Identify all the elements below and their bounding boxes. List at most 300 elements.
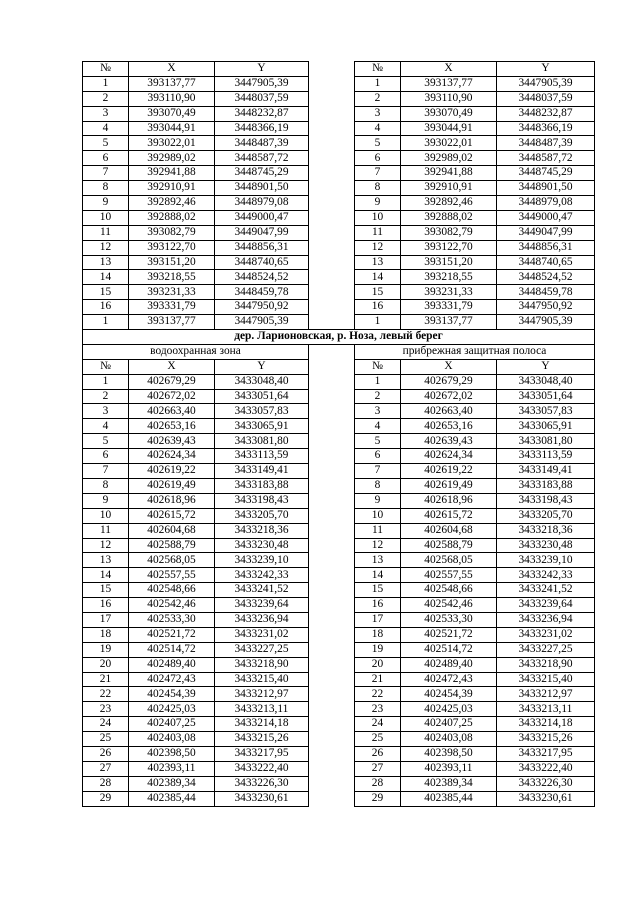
column-gap bbox=[309, 538, 355, 553]
x-value: 402663,40 bbox=[401, 404, 497, 419]
header-num: № bbox=[355, 62, 401, 77]
x-value: 393022,01 bbox=[401, 136, 497, 151]
point-number: 8 bbox=[83, 181, 129, 196]
x-value: 392941,88 bbox=[129, 166, 215, 181]
point-number: 7 bbox=[355, 464, 401, 479]
y-value: 3448979,08 bbox=[215, 196, 309, 211]
column-gap bbox=[309, 151, 355, 166]
column-gap bbox=[309, 434, 355, 449]
point-number: 3 bbox=[83, 404, 129, 419]
point-number: 4 bbox=[355, 419, 401, 434]
y-value: 3447905,39 bbox=[497, 76, 595, 91]
y-value: 3433226,30 bbox=[215, 776, 309, 791]
x-value: 402653,16 bbox=[401, 419, 497, 434]
x-value: 402672,02 bbox=[401, 389, 497, 404]
y-value: 3433227,25 bbox=[497, 642, 595, 657]
x-value: 402542,46 bbox=[129, 598, 215, 613]
x-value: 393331,79 bbox=[401, 300, 497, 315]
x-value: 392941,88 bbox=[401, 166, 497, 181]
y-value: 3447905,39 bbox=[497, 315, 595, 330]
x-value: 402403,08 bbox=[129, 732, 215, 747]
point-number: 24 bbox=[83, 717, 129, 732]
point-number: 6 bbox=[83, 449, 129, 464]
x-value: 393137,77 bbox=[129, 315, 215, 330]
x-value: 393044,91 bbox=[129, 121, 215, 136]
x-value: 402393,11 bbox=[129, 761, 215, 776]
point-number: 16 bbox=[83, 300, 129, 315]
point-number: 15 bbox=[355, 583, 401, 598]
point-number: 16 bbox=[355, 300, 401, 315]
x-value: 402619,49 bbox=[129, 478, 215, 493]
column-gap bbox=[309, 166, 355, 181]
table-row bbox=[83, 657, 595, 672]
column-gap bbox=[309, 568, 355, 583]
y-value: 3433065,91 bbox=[497, 419, 595, 434]
y-value: 3433065,91 bbox=[215, 419, 309, 434]
table-row bbox=[83, 76, 595, 91]
header-num: № bbox=[83, 62, 129, 77]
point-number: 1 bbox=[83, 315, 129, 330]
point-number: 21 bbox=[83, 672, 129, 687]
column-gap bbox=[309, 776, 355, 791]
x-value: 393122,70 bbox=[129, 240, 215, 255]
coastal-protection-strip-label: прибрежная защитная полоса bbox=[355, 344, 595, 359]
point-number: 15 bbox=[83, 285, 129, 300]
point-number: 18 bbox=[83, 627, 129, 642]
y-value: 3433217,95 bbox=[215, 746, 309, 761]
y-value: 3433051,64 bbox=[497, 389, 595, 404]
column-gap bbox=[309, 76, 355, 91]
column-gap bbox=[309, 464, 355, 479]
y-value: 3448740,65 bbox=[497, 255, 595, 270]
y-value: 3447905,39 bbox=[215, 76, 309, 91]
x-value: 393231,33 bbox=[129, 285, 215, 300]
section-title-row bbox=[83, 330, 595, 345]
y-value: 3433230,48 bbox=[215, 538, 309, 553]
x-value: 402542,46 bbox=[401, 598, 497, 613]
y-value: 3433218,36 bbox=[215, 523, 309, 538]
y-value: 3433113,59 bbox=[497, 449, 595, 464]
y-value: 3433149,41 bbox=[497, 464, 595, 479]
point-number: 1 bbox=[355, 76, 401, 91]
header-y: Y bbox=[497, 62, 595, 77]
y-value: 3448459,78 bbox=[497, 285, 595, 300]
y-value: 3433214,18 bbox=[215, 717, 309, 732]
y-value: 3433236,94 bbox=[497, 612, 595, 627]
table-row bbox=[83, 627, 595, 642]
x-value: 402672,02 bbox=[129, 389, 215, 404]
point-number: 20 bbox=[355, 657, 401, 672]
point-number: 9 bbox=[83, 493, 129, 508]
y-value: 3449000,47 bbox=[497, 210, 595, 225]
point-number: 13 bbox=[355, 255, 401, 270]
point-number: 26 bbox=[83, 746, 129, 761]
column-gap bbox=[309, 106, 355, 121]
x-value: 402618,96 bbox=[401, 493, 497, 508]
y-value: 3448459,78 bbox=[215, 285, 309, 300]
x-value: 402425,03 bbox=[401, 702, 497, 717]
point-number: 14 bbox=[83, 568, 129, 583]
y-value: 3448979,08 bbox=[497, 196, 595, 211]
y-value: 3433239,64 bbox=[497, 598, 595, 613]
y-value: 3448745,29 bbox=[215, 166, 309, 181]
table-row bbox=[83, 91, 595, 106]
point-number: 11 bbox=[355, 523, 401, 538]
x-value: 402663,40 bbox=[129, 404, 215, 419]
table-row bbox=[83, 240, 595, 255]
y-value: 3433242,33 bbox=[497, 568, 595, 583]
y-value: 3433239,10 bbox=[497, 553, 595, 568]
column-gap bbox=[309, 196, 355, 211]
point-number: 29 bbox=[83, 791, 129, 806]
header-x: X bbox=[401, 359, 497, 374]
y-value: 3433242,33 bbox=[215, 568, 309, 583]
table-row bbox=[83, 598, 595, 613]
column-gap bbox=[309, 419, 355, 434]
column-gap bbox=[309, 449, 355, 464]
x-value: 402385,44 bbox=[129, 791, 215, 806]
y-value: 3448587,72 bbox=[215, 151, 309, 166]
table-row bbox=[83, 732, 595, 747]
point-number: 19 bbox=[355, 642, 401, 657]
y-value: 3433212,97 bbox=[215, 687, 309, 702]
table-body bbox=[83, 62, 595, 807]
x-value: 393110,90 bbox=[129, 91, 215, 106]
point-number: 6 bbox=[355, 449, 401, 464]
table-row bbox=[83, 568, 595, 583]
column-gap bbox=[309, 553, 355, 568]
point-number: 22 bbox=[83, 687, 129, 702]
point-number: 6 bbox=[83, 151, 129, 166]
y-value: 3433213,11 bbox=[497, 702, 595, 717]
column-gap bbox=[309, 181, 355, 196]
point-number: 28 bbox=[83, 776, 129, 791]
point-number: 1 bbox=[83, 374, 129, 389]
column-gap bbox=[309, 583, 355, 598]
table-row bbox=[83, 702, 595, 717]
column-gap bbox=[309, 300, 355, 315]
y-value: 3448232,87 bbox=[497, 106, 595, 121]
table-row bbox=[83, 761, 595, 776]
x-value: 402679,29 bbox=[401, 374, 497, 389]
point-number: 27 bbox=[355, 761, 401, 776]
point-number: 29 bbox=[355, 791, 401, 806]
point-number: 25 bbox=[355, 732, 401, 747]
column-gap bbox=[309, 374, 355, 389]
y-value: 3448366,19 bbox=[497, 121, 595, 136]
column-gap bbox=[309, 642, 355, 657]
y-value: 3433215,26 bbox=[497, 732, 595, 747]
y-value: 3433057,83 bbox=[215, 404, 309, 419]
x-value: 402639,43 bbox=[401, 434, 497, 449]
point-number: 7 bbox=[83, 464, 129, 479]
y-value: 3433215,26 bbox=[215, 732, 309, 747]
x-value: 402389,34 bbox=[129, 776, 215, 791]
x-value: 392910,91 bbox=[401, 181, 497, 196]
column-gap bbox=[309, 315, 355, 330]
x-value: 402472,43 bbox=[129, 672, 215, 687]
x-value: 402533,30 bbox=[401, 612, 497, 627]
point-number: 3 bbox=[355, 404, 401, 419]
point-number: 15 bbox=[355, 285, 401, 300]
point-number: 22 bbox=[355, 687, 401, 702]
y-value: 3448745,29 bbox=[497, 166, 595, 181]
point-number: 13 bbox=[83, 255, 129, 270]
point-number: 19 bbox=[83, 642, 129, 657]
y-value: 3433218,36 bbox=[497, 523, 595, 538]
column-gap bbox=[309, 598, 355, 613]
column-gap bbox=[309, 717, 355, 732]
table-row bbox=[83, 285, 595, 300]
table-row bbox=[83, 255, 595, 270]
header-y: Y bbox=[215, 62, 309, 77]
table-row bbox=[83, 642, 595, 657]
x-value: 393137,77 bbox=[401, 76, 497, 91]
point-number: 12 bbox=[83, 240, 129, 255]
table-row bbox=[83, 538, 595, 553]
y-value: 3433226,30 bbox=[497, 776, 595, 791]
table-row bbox=[83, 196, 595, 211]
column-gap bbox=[309, 657, 355, 672]
column-gap bbox=[309, 672, 355, 687]
header-row bbox=[83, 359, 595, 374]
y-value: 3433212,97 bbox=[497, 687, 595, 702]
table-row bbox=[83, 300, 595, 315]
column-gap bbox=[309, 523, 355, 538]
x-value: 402615,72 bbox=[401, 508, 497, 523]
x-value: 393218,55 bbox=[129, 270, 215, 285]
y-value: 3433241,52 bbox=[215, 583, 309, 598]
point-number: 8 bbox=[83, 478, 129, 493]
table-row bbox=[83, 449, 595, 464]
point-number: 2 bbox=[83, 91, 129, 106]
header-row bbox=[83, 62, 595, 77]
x-value: 402389,34 bbox=[401, 776, 497, 791]
column-gap bbox=[309, 612, 355, 627]
y-value: 3433218,90 bbox=[215, 657, 309, 672]
x-value: 402393,11 bbox=[401, 761, 497, 776]
x-value: 402472,43 bbox=[401, 672, 497, 687]
point-number: 2 bbox=[355, 389, 401, 404]
y-value: 3433217,95 bbox=[497, 746, 595, 761]
x-value: 402568,05 bbox=[401, 553, 497, 568]
point-number: 4 bbox=[83, 419, 129, 434]
point-number: 18 bbox=[355, 627, 401, 642]
column-gap bbox=[309, 225, 355, 240]
x-value: 402679,29 bbox=[129, 374, 215, 389]
table-row bbox=[83, 746, 595, 761]
y-value: 3433149,41 bbox=[215, 464, 309, 479]
y-value: 3433222,40 bbox=[497, 761, 595, 776]
y-value: 3448487,39 bbox=[497, 136, 595, 151]
y-value: 3433230,61 bbox=[215, 791, 309, 806]
point-number: 7 bbox=[83, 166, 129, 181]
table-row bbox=[83, 166, 595, 181]
column-gap bbox=[309, 493, 355, 508]
y-value: 3449047,99 bbox=[215, 225, 309, 240]
x-value: 393137,77 bbox=[129, 76, 215, 91]
point-number: 13 bbox=[355, 553, 401, 568]
point-number: 3 bbox=[355, 106, 401, 121]
table-row bbox=[83, 583, 595, 598]
point-number: 23 bbox=[355, 702, 401, 717]
y-value: 3433230,48 bbox=[497, 538, 595, 553]
header-y: Y bbox=[215, 359, 309, 374]
point-number: 8 bbox=[355, 181, 401, 196]
x-value: 393122,70 bbox=[401, 240, 497, 255]
y-value: 3433081,80 bbox=[215, 434, 309, 449]
y-value: 3448037,59 bbox=[215, 91, 309, 106]
x-value: 402385,44 bbox=[401, 791, 497, 806]
point-number: 15 bbox=[83, 583, 129, 598]
point-number: 1 bbox=[355, 374, 401, 389]
y-value: 3448740,65 bbox=[215, 255, 309, 270]
x-value: 402557,55 bbox=[401, 568, 497, 583]
column-gap bbox=[309, 240, 355, 255]
y-value: 3433241,52 bbox=[497, 583, 595, 598]
point-number: 9 bbox=[355, 493, 401, 508]
table-row bbox=[83, 791, 595, 806]
table-row bbox=[83, 508, 595, 523]
y-value: 3448524,52 bbox=[215, 270, 309, 285]
point-number: 16 bbox=[355, 598, 401, 613]
table-row bbox=[83, 434, 595, 449]
x-value: 402489,40 bbox=[401, 657, 497, 672]
section-title: дер. Ларионовская, р. Ноза, левый берег bbox=[83, 330, 595, 345]
column-gap bbox=[309, 404, 355, 419]
column-gap bbox=[309, 359, 355, 374]
x-value: 392892,46 bbox=[129, 196, 215, 211]
point-number: 11 bbox=[83, 523, 129, 538]
x-value: 402521,72 bbox=[401, 627, 497, 642]
x-value: 393151,20 bbox=[129, 255, 215, 270]
table-row bbox=[83, 315, 595, 330]
x-value: 402588,79 bbox=[129, 538, 215, 553]
x-value: 402514,72 bbox=[129, 642, 215, 657]
column-gap bbox=[309, 344, 355, 359]
table-row bbox=[83, 404, 595, 419]
x-value: 392910,91 bbox=[129, 181, 215, 196]
y-value: 3433231,02 bbox=[497, 627, 595, 642]
table-row bbox=[83, 210, 595, 225]
coordinates-table bbox=[82, 61, 595, 807]
y-value: 3448487,39 bbox=[215, 136, 309, 151]
table-row bbox=[83, 687, 595, 702]
x-value: 402619,22 bbox=[129, 464, 215, 479]
column-gap bbox=[309, 732, 355, 747]
point-number: 28 bbox=[355, 776, 401, 791]
column-gap bbox=[309, 121, 355, 136]
point-number: 3 bbox=[83, 106, 129, 121]
y-value: 3433214,18 bbox=[497, 717, 595, 732]
point-number: 17 bbox=[83, 612, 129, 627]
y-value: 3448587,72 bbox=[497, 151, 595, 166]
table-row bbox=[83, 121, 595, 136]
x-value: 402568,05 bbox=[129, 553, 215, 568]
y-value: 3433239,10 bbox=[215, 553, 309, 568]
header-x: X bbox=[129, 62, 215, 77]
x-value: 402604,68 bbox=[401, 523, 497, 538]
column-gap bbox=[309, 389, 355, 404]
point-number: 17 bbox=[355, 612, 401, 627]
point-number: 8 bbox=[355, 478, 401, 493]
point-number: 27 bbox=[83, 761, 129, 776]
y-value: 3433227,25 bbox=[215, 642, 309, 657]
x-value: 393044,91 bbox=[401, 121, 497, 136]
y-value: 3449047,99 bbox=[497, 225, 595, 240]
point-number: 12 bbox=[83, 538, 129, 553]
y-value: 3447950,92 bbox=[215, 300, 309, 315]
x-value: 402604,68 bbox=[129, 523, 215, 538]
header-y: Y bbox=[497, 359, 595, 374]
x-value: 393070,49 bbox=[401, 106, 497, 121]
point-number: 6 bbox=[355, 151, 401, 166]
y-value: 3433048,40 bbox=[497, 374, 595, 389]
x-value: 402557,55 bbox=[129, 568, 215, 583]
table-row bbox=[83, 478, 595, 493]
column-gap bbox=[309, 270, 355, 285]
point-number: 12 bbox=[355, 538, 401, 553]
x-value: 392989,02 bbox=[129, 151, 215, 166]
y-value: 3447905,39 bbox=[215, 315, 309, 330]
point-number: 25 bbox=[83, 732, 129, 747]
y-value: 3433230,61 bbox=[497, 791, 595, 806]
y-value: 3433213,11 bbox=[215, 702, 309, 717]
column-gap bbox=[309, 285, 355, 300]
y-value: 3433113,59 bbox=[215, 449, 309, 464]
table-row bbox=[83, 270, 595, 285]
x-value: 393082,79 bbox=[401, 225, 497, 240]
x-value: 392888,02 bbox=[401, 210, 497, 225]
point-number: 10 bbox=[83, 508, 129, 523]
point-number: 9 bbox=[83, 196, 129, 211]
table-row bbox=[83, 389, 595, 404]
point-number: 16 bbox=[83, 598, 129, 613]
point-number: 23 bbox=[83, 702, 129, 717]
point-number: 2 bbox=[83, 389, 129, 404]
x-value: 402619,22 bbox=[401, 464, 497, 479]
header-x: X bbox=[401, 62, 497, 77]
x-value: 393070,49 bbox=[129, 106, 215, 121]
table-row bbox=[83, 717, 595, 732]
x-value: 402548,66 bbox=[401, 583, 497, 598]
y-value: 3447950,92 bbox=[497, 300, 595, 315]
point-number: 21 bbox=[355, 672, 401, 687]
y-value: 3433215,40 bbox=[497, 672, 595, 687]
x-value: 402489,40 bbox=[129, 657, 215, 672]
y-value: 3448037,59 bbox=[497, 91, 595, 106]
y-value: 3449000,47 bbox=[215, 210, 309, 225]
point-number: 10 bbox=[355, 210, 401, 225]
column-gap bbox=[309, 508, 355, 523]
y-value: 3448856,31 bbox=[215, 240, 309, 255]
point-number: 11 bbox=[355, 225, 401, 240]
table-row bbox=[83, 419, 595, 434]
point-number: 10 bbox=[83, 210, 129, 225]
point-number: 4 bbox=[83, 121, 129, 136]
point-number: 5 bbox=[83, 136, 129, 151]
table-row bbox=[83, 672, 595, 687]
column-gap bbox=[309, 210, 355, 225]
table-row bbox=[83, 136, 595, 151]
x-value: 402548,66 bbox=[129, 583, 215, 598]
point-number: 1 bbox=[83, 76, 129, 91]
x-value: 392989,02 bbox=[401, 151, 497, 166]
x-value: 402407,25 bbox=[129, 717, 215, 732]
point-number: 5 bbox=[355, 136, 401, 151]
x-value: 402521,72 bbox=[129, 627, 215, 642]
x-value: 402425,03 bbox=[129, 702, 215, 717]
